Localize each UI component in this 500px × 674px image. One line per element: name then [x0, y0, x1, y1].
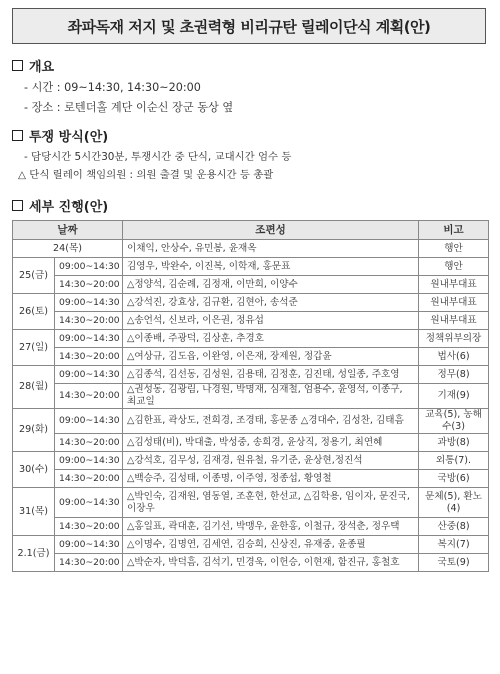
schedule-table [12, 220, 489, 572]
time-cell: 14:30~20:00 [55, 384, 123, 409]
members-cell: △강석진, 강효상, 김규환, 김현아, 송석준 [123, 294, 419, 312]
table-row [13, 258, 489, 276]
date-cell: 25(금) [13, 258, 55, 294]
date-cell: 31(목) [13, 488, 55, 536]
time-cell: 14:30~20:00 [55, 518, 123, 536]
date-cell: 27(일) [13, 330, 55, 366]
table-row [13, 554, 489, 572]
time-cell: 14:30~20:00 [55, 554, 123, 572]
time-cell: 09:00~14:30 [55, 294, 123, 312]
note-cell: 원내부대표 [419, 312, 489, 330]
note-cell: 행안 [419, 258, 489, 276]
members-cell: △백승주, 김성태, 이종명, 이주영, 정종섭, 황영철 [123, 470, 419, 488]
note-cell: 외통(7). [419, 452, 489, 470]
time-cell: 14:30~20:00 [55, 348, 123, 366]
checkbox-icon [12, 60, 23, 71]
members-cell: △정양석, 김순례, 김정재, 이만희, 이양수 [123, 276, 419, 294]
table-row [13, 348, 489, 366]
members-cell: 김영우, 박완수, 이진복, 이학재, 홍문표 [123, 258, 419, 276]
note-cell: 과방(8) [419, 434, 489, 452]
table-row [13, 384, 489, 409]
members-cell: △권성동, 김광림, 나경원, 박명재, 심재철, 엄용수, 윤영석, 이종구, 최교일 [123, 384, 419, 409]
note-cell: 문체(5), 환노(4) [419, 488, 489, 518]
table-row [13, 366, 489, 384]
note-cell: 교육(5), 농해수(3) [419, 409, 489, 434]
note-cell: 원내부대표 [419, 276, 489, 294]
time-cell: 09:00~14:30 [55, 409, 123, 434]
table-row [13, 312, 489, 330]
document-title: 좌파독재 저지 및 초권력형 비리규탄 릴레이단식 계획(안) [67, 17, 431, 36]
note-cell: 행안 [419, 240, 489, 258]
note-cell: 국방(6) [419, 470, 489, 488]
time-cell: 14:30~20:00 [55, 312, 123, 330]
section-method-heading: 투쟁 방식(안) [12, 126, 108, 145]
note-cell: 기재(9) [419, 384, 489, 409]
time-cell: 09:00~14:30 [55, 258, 123, 276]
note-cell: 정책위부의장 [419, 330, 489, 348]
time-cell: 09:00~14:30 [55, 536, 123, 554]
members-cell: △홍일표, 곽대훈, 김기선, 박맹우, 윤한홍, 이철규, 장석춘, 정우택 [123, 518, 419, 536]
table-row [13, 488, 489, 518]
members-cell: 이채익, 안상수, 유민봉, 윤재옥 [123, 240, 419, 258]
table-row [13, 434, 489, 452]
table-header-row [13, 221, 489, 240]
overview-line: - 장소 : 로텐더홀 계단 이순신 장군 동상 옆 [24, 101, 234, 114]
checkbox-icon [12, 130, 23, 141]
table-row [13, 276, 489, 294]
schedule-table-body [13, 240, 489, 572]
date-cell: 28(월) [13, 366, 55, 409]
members-cell: △이명수, 김명연, 김세연, 김승희, 신상진, 유재중, 윤종필 [123, 536, 419, 554]
note-cell: 산중(8) [419, 518, 489, 536]
table-row [13, 536, 489, 554]
method-line: △ 단식 릴레이 책임의원 : 의원 출결 및 운용시간 등 총괄 [18, 169, 274, 181]
table-row [13, 470, 489, 488]
time-cell: 14:30~20:00 [55, 470, 123, 488]
note-cell: 정무(8) [419, 366, 489, 384]
overview-line: - 시간 : 09~14:30, 14:30~20:00 [24, 81, 201, 94]
date-cell: 24(목) [13, 240, 123, 258]
note-cell: 원내부대표 [419, 294, 489, 312]
date-cell: 29(화) [13, 409, 55, 452]
time-cell: 09:00~14:30 [55, 366, 123, 384]
table-row [13, 294, 489, 312]
members-cell: △여상규, 김도읍, 이완영, 이은재, 장제원, 정갑윤 [123, 348, 419, 366]
section-schedule-heading: 세부 진행(안) [12, 196, 108, 215]
members-cell: △송언석, 신보라, 이은권, 정유섭 [123, 312, 419, 330]
members-cell: △김한표, 곽상도, 전희경, 조경태, 홍문종 △경대수, 김성찬, 김태흠 [123, 409, 419, 434]
time-cell: 09:00~14:30 [55, 330, 123, 348]
note-cell: 복지(7) [419, 536, 489, 554]
note-cell: 국토(9) [419, 554, 489, 572]
note-cell: 법사(6) [419, 348, 489, 366]
section-overview-heading: 개요 [12, 56, 54, 75]
table-row [13, 518, 489, 536]
table-row [13, 452, 489, 470]
table-row [13, 330, 489, 348]
header-note: 비고 [419, 221, 489, 240]
members-cell: △강석호, 김무성, 김재경, 원유철, 유기준, 윤상현,정진석 [123, 452, 419, 470]
header-members: 조편성 [123, 221, 419, 240]
date-cell: 2.1(금) [13, 536, 55, 572]
time-cell: 14:30~20:00 [55, 434, 123, 452]
time-cell: 09:00~14:30 [55, 488, 123, 518]
checkbox-icon [12, 200, 23, 211]
time-cell: 09:00~14:30 [55, 452, 123, 470]
method-line: - 담당시간 5시간30분, 투쟁시간 중 단식, 교대시간 엄수 등 [24, 151, 292, 163]
members-cell: △이종배, 주광덕, 김상훈, 추경호 [123, 330, 419, 348]
members-cell: △김종석, 김선동, 김성원, 김용태, 김정훈, 김진태, 성일종, 주호영 [123, 366, 419, 384]
time-cell: 14:30~20:00 [55, 276, 123, 294]
table-row [13, 240, 489, 258]
table-row [13, 409, 489, 434]
date-cell: 26(토) [13, 294, 55, 330]
members-cell: △김성태(비), 박대출, 박성중, 송희경, 윤상직, 정용기, 최연혜 [123, 434, 419, 452]
members-cell: △박인숙, 김재원, 염동열, 조훈현, 한선교, △김학용, 임이자, 문진국, 이장우 [123, 488, 419, 518]
members-cell: △박순자, 박덕흠, 김석기, 민경욱, 이헌승, 이현재, 함진규, 홍철호 [123, 554, 419, 572]
header-date: 날짜 [13, 221, 123, 240]
document-title-box [12, 8, 486, 44]
date-cell: 30(수) [13, 452, 55, 488]
